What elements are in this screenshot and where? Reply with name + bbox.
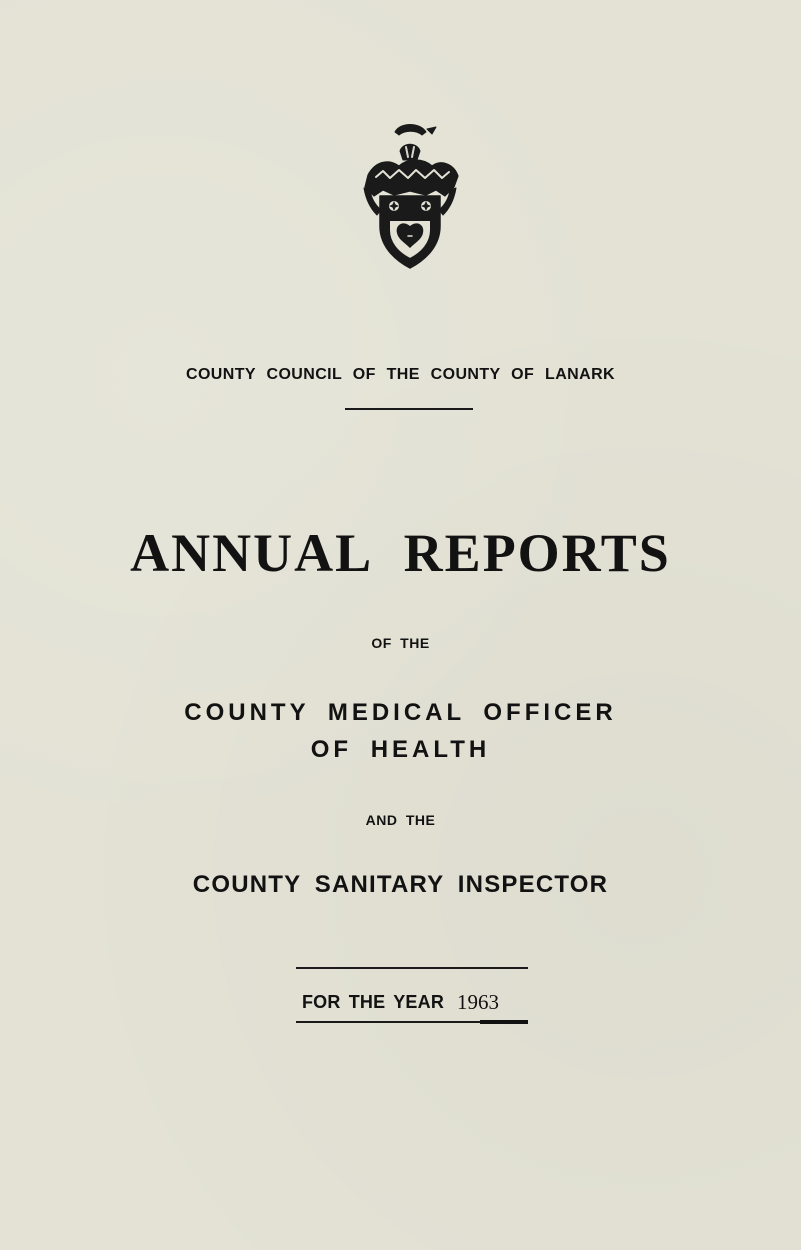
report-year-line xyxy=(0,989,801,1014)
medical-officer-line-1: COUNTY MEDICAL OFFICER xyxy=(184,699,617,726)
bottom-divider xyxy=(296,1021,528,1023)
top-divider xyxy=(345,408,473,410)
county-crest-icon xyxy=(350,112,470,287)
sanitary-inspector-line: COUNTY SANITARY INSPECTOR xyxy=(192,871,609,898)
year-label: FOR THE YEAR xyxy=(301,992,445,1012)
and-the-line: AND THE xyxy=(365,812,436,828)
of-the-line: OF THE xyxy=(371,635,430,651)
council-line: COUNTY COUNCIL OF THE COUNTY OF LANARK xyxy=(186,366,615,383)
middle-divider xyxy=(296,967,528,969)
medical-officer-line-2: OF HEALTH xyxy=(310,736,491,763)
report-title: ANNUAL REPORTS xyxy=(130,523,671,583)
year-value: 1963 xyxy=(457,990,500,1014)
